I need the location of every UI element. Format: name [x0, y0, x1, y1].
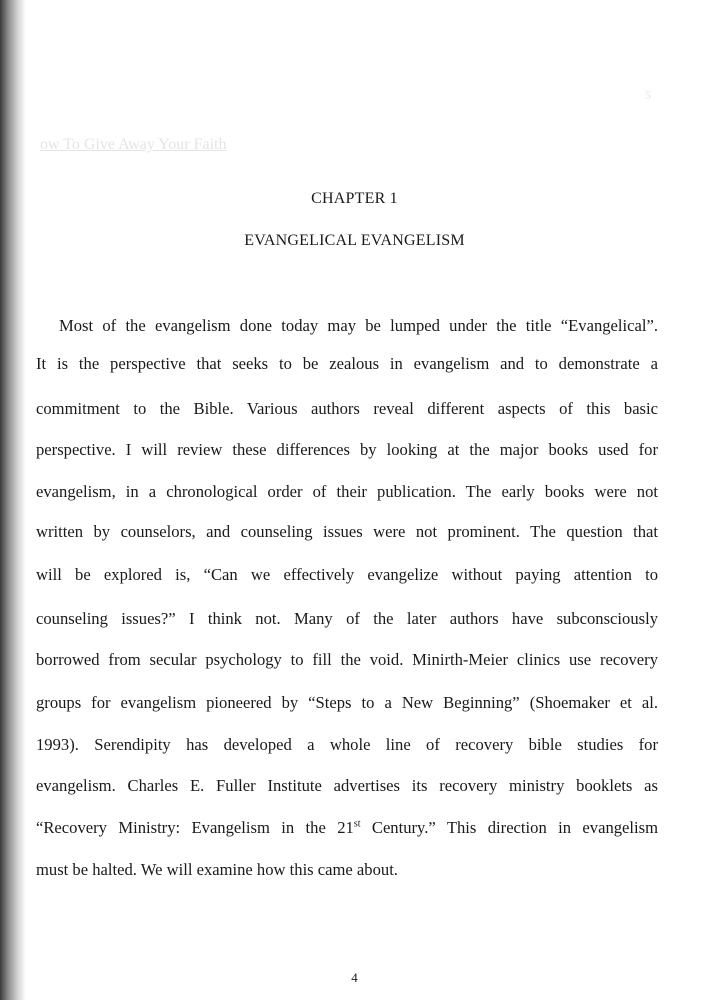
- paragraph-line: Most of the evangelism done today may be lumped under the title “Evangelical”.: [59, 316, 658, 335]
- paragraph-line: commitment to the Bible. Various authors reveal different aspects of this basic: [36, 399, 658, 418]
- ordinal-superscript: st: [353, 818, 361, 830]
- paragraph-line: evangelism, in a chronological order of their publication. The early books were not: [36, 482, 658, 501]
- line-text-after-superscript: Century.” This direction in evangelism: [360, 818, 659, 837]
- paragraph-line: [36, 818, 658, 838]
- paragraph-line: borrowed from secular psychology to fill the void. Minirth-Meier clinics use recovery: [36, 650, 658, 669]
- line-text-before-superscript: “Recovery Ministry: Evangelism in the 21: [36, 818, 354, 837]
- chapter-title: EVANGELICAL EVANGELISM: [244, 232, 465, 249]
- bleed-through-running-head: ow To Give Away Your Faith: [40, 136, 227, 153]
- paragraph-line: counseling issues?” I think not. Many of the later authors have subconsciously: [36, 609, 658, 628]
- paragraph-line: written by counselors, and counseling issues were not prominent. The question that: [36, 522, 658, 541]
- binding-shadow: [0, 0, 26, 1000]
- paragraph-line: It is the perspective that seeks to be zealous in evangelism and to demonstrate a: [36, 354, 658, 373]
- paragraph-line: evangelism. Charles E. Fuller Institute advertises its recovery ministry booklets as: [36, 776, 658, 795]
- page-number: 4: [351, 970, 358, 985]
- paragraph-line: will be explored is, “Can we effectively evangelize without paying attention to: [36, 565, 658, 584]
- bleed-through-page-mark: 5: [645, 88, 651, 102]
- paragraph-last-line: must be halted. We will examine how this came about.: [36, 860, 398, 879]
- paragraph-line: perspective. I will review these differences by looking at the major books used for: [36, 440, 658, 459]
- chapter-label: CHAPTER 1: [311, 190, 398, 207]
- paragraph-line: 1993). Serendipity has developed a whole line of recovery bible studies for: [36, 735, 658, 754]
- paragraph-line: groups for evangelism pioneered by “Steps to a New Beginning” (Shoemaker et al.: [36, 693, 658, 712]
